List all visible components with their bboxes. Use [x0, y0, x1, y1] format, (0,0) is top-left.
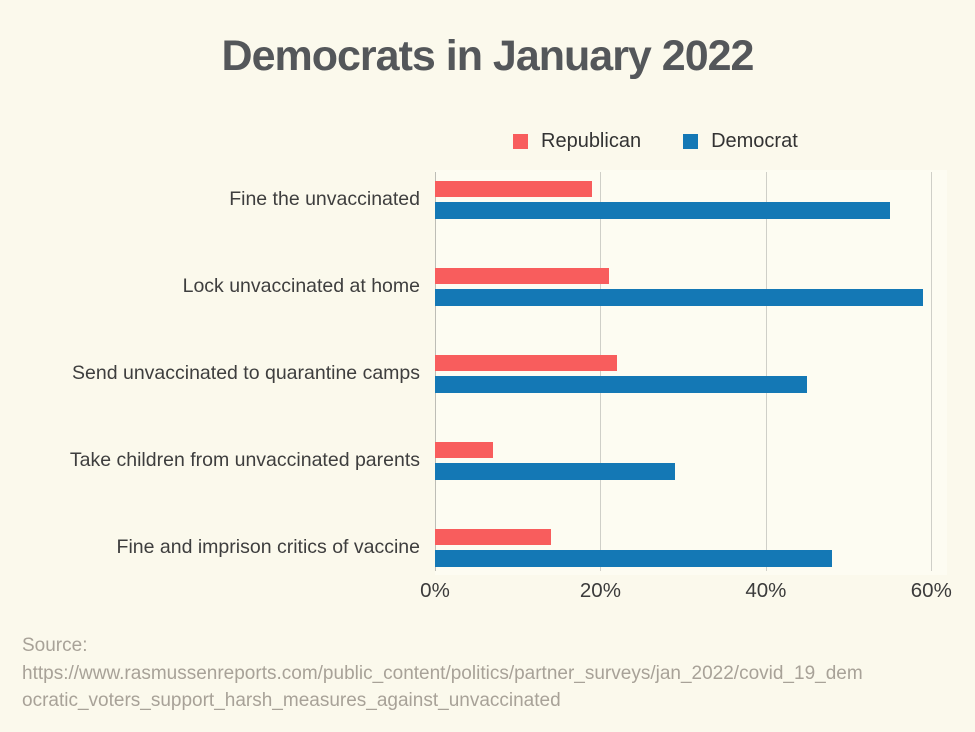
bar-group — [435, 156, 947, 243]
source-label: Source: — [22, 635, 88, 656]
bar-group — [435, 417, 947, 504]
category-label: Send unvaccinated to quarantine camps — [72, 362, 420, 384]
legend-swatch-icon — [683, 134, 698, 149]
democrat-bar — [435, 289, 923, 306]
bar-row — [0, 156, 947, 243]
democrat-bar — [435, 376, 807, 393]
bar-group — [435, 243, 947, 330]
republican-bar — [435, 268, 609, 285]
source-url-line-2: ocratic_voters_support_harsh_measures_against_unvaccinated — [22, 690, 561, 711]
legend-label: Republican — [541, 130, 642, 152]
democrat-bar — [435, 463, 675, 480]
category-label: Lock unvaccinated at home — [182, 275, 420, 297]
x-axis-ticks — [420, 579, 952, 605]
bar-group — [435, 504, 947, 591]
bar-group — [435, 330, 947, 417]
republican-bar — [435, 355, 617, 372]
bar-row — [0, 330, 947, 417]
x-tick-label: 0% — [420, 579, 450, 602]
bar-row — [0, 504, 947, 591]
bar-row — [0, 243, 947, 330]
legend-label: Democrat — [711, 130, 798, 152]
category-label: Take children from unvaccinated parents — [69, 449, 420, 471]
legend-item-democrat — [683, 130, 798, 153]
x-tick-label: 60% — [910, 579, 952, 602]
category-label: Fine and imprison critics of vaccine — [116, 536, 420, 558]
republican-bar — [435, 181, 592, 198]
legend-item-republican — [513, 130, 641, 153]
category-label: Fine the unvaccinated — [229, 188, 420, 210]
democrat-bar — [435, 550, 832, 567]
democrat-bar — [435, 202, 890, 219]
legend — [513, 130, 798, 153]
source-attribution — [22, 632, 863, 715]
legend-swatch-icon — [513, 134, 528, 149]
republican-bar — [435, 529, 551, 546]
source-url-line-1: https://www.rasmussenreports.com/public_content/politics/partner_surveys/jan_2022/covid_19_dem — [22, 662, 863, 684]
chart-title: Democrats in January 2022 — [221, 32, 754, 80]
bar-row — [0, 417, 947, 504]
x-tick-label: 20% — [579, 579, 621, 602]
republican-bar — [435, 442, 493, 459]
x-tick-label: 40% — [745, 579, 787, 602]
bar-rows — [0, 156, 947, 591]
